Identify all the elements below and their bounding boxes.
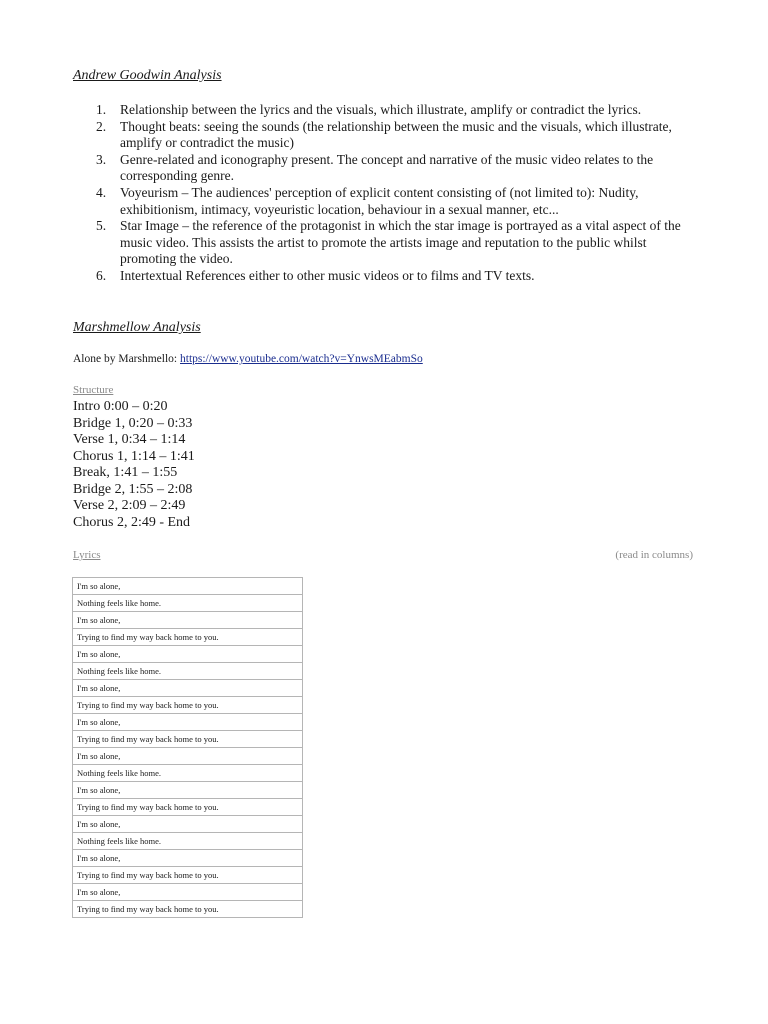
lyrics-cell: I'm so alone, bbox=[73, 782, 303, 799]
lyrics-cell: Nothing feels like home. bbox=[73, 595, 303, 612]
lyrics-row bbox=[73, 782, 303, 799]
lyrics-row bbox=[73, 680, 303, 697]
lyrics-row bbox=[73, 901, 303, 918]
criteria-item bbox=[96, 268, 700, 285]
lyrics-row bbox=[73, 765, 303, 782]
lyrics-row bbox=[73, 697, 303, 714]
criteria-item bbox=[96, 218, 700, 268]
lyrics-cell: I'm so alone, bbox=[73, 884, 303, 901]
criteria-text: Thought beats: seeing the sounds (the relationship between the music and the visuals, which illustrate, amplify or contradict the music) bbox=[120, 118, 672, 151]
lyrics-cell: Nothing feels like home. bbox=[73, 833, 303, 850]
lyrics-row bbox=[73, 714, 303, 731]
criteria-number: 5. bbox=[96, 218, 107, 234]
criteria-text: Relationship between the lyrics and the visuals, which illustrate, amplify or contradict the lyrics. bbox=[120, 102, 642, 117]
song-source-label: Alone by Marshmello: bbox=[73, 353, 180, 365]
criteria-item bbox=[96, 102, 700, 119]
lyrics-row bbox=[73, 646, 303, 663]
lyrics-cell: I'm so alone, bbox=[73, 680, 303, 697]
youtube-link[interactable]: https://www.youtube.com/watch?v=YnwsMEabmSo bbox=[180, 353, 423, 365]
structure-item: Chorus 1, 1:14 – 1:41 bbox=[73, 448, 195, 464]
goodwin-analysis-title: Andrew Goodwin Analysis bbox=[73, 68, 222, 83]
lyrics-cell: Trying to find my way back home to you. bbox=[73, 629, 303, 646]
lyrics-cell: I'm so alone, bbox=[73, 850, 303, 867]
lyrics-cell: I'm so alone, bbox=[73, 816, 303, 833]
structure-item: Chorus 2, 2:49 - End bbox=[73, 514, 191, 530]
lyrics-row bbox=[73, 850, 303, 867]
lyrics-row bbox=[73, 629, 303, 646]
lyrics-cell: Trying to find my way back home to you. bbox=[73, 867, 303, 884]
criteria-number: 2. bbox=[96, 118, 107, 134]
lyrics-cell: I'm so alone, bbox=[73, 714, 303, 731]
criteria-number: 1. bbox=[96, 102, 107, 117]
song-source-line bbox=[73, 353, 423, 365]
lyrics-cell: Nothing feels like home. bbox=[73, 765, 303, 782]
structure-item: Bridge 1, 0:20 – 0:33 bbox=[73, 415, 193, 431]
lyrics-row bbox=[73, 663, 303, 680]
criteria-item bbox=[96, 119, 700, 152]
lyrics-row bbox=[73, 884, 303, 901]
lyrics-row bbox=[73, 833, 303, 850]
lyrics-cell: I'm so alone, bbox=[73, 646, 303, 663]
lyrics-row bbox=[73, 612, 303, 629]
read-in-columns-note: (read in columns) bbox=[615, 549, 693, 561]
structure-item: Verse 2, 2:09 – 2:49 bbox=[73, 498, 186, 513]
criteria-text: Star Image – the reference of the protagonist in which the star image is portrayed as a vital aspect of the music video. This assists the artist to promote the artists image and reputation to the public whilst promoting the video. bbox=[120, 218, 681, 267]
lyrics-label: Lyrics bbox=[73, 549, 101, 561]
goodwin-criteria-list bbox=[96, 102, 700, 285]
structure-item: Bridge 2, 1:55 – 2:08 bbox=[73, 481, 193, 497]
lyrics-row bbox=[73, 595, 303, 612]
criteria-number: 6. bbox=[96, 267, 107, 283]
lyrics-row bbox=[73, 867, 303, 884]
criteria-number: 4. bbox=[96, 184, 107, 200]
criteria-number: 3. bbox=[96, 151, 107, 167]
structure-list bbox=[73, 399, 195, 531]
lyrics-table bbox=[72, 577, 303, 918]
lyrics-row bbox=[73, 748, 303, 765]
criteria-text: Voyeurism – The audiences' perception of explicit content consisting of (not limited to): Nudity, exhibitionism, intimacy, voyeuristic location, behaviour in a sexual manner, etc... bbox=[120, 184, 639, 217]
criteria-item bbox=[96, 185, 700, 218]
structure-label: Structure bbox=[73, 384, 114, 396]
lyrics-row bbox=[73, 731, 303, 748]
lyrics-cell: I'm so alone, bbox=[73, 612, 303, 629]
structure-item: Break, 1:41 – 1:55 bbox=[73, 465, 178, 480]
lyrics-cell: I'm so alone, bbox=[73, 578, 303, 595]
lyrics-row bbox=[73, 799, 303, 816]
lyrics-cell: Trying to find my way back home to you. bbox=[73, 901, 303, 918]
lyrics-cell: Trying to find my way back home to you. bbox=[73, 697, 303, 714]
structure-item: Verse 1, 0:34 – 1:14 bbox=[73, 432, 186, 447]
lyrics-row bbox=[73, 816, 303, 833]
lyrics-row bbox=[73, 578, 303, 595]
criteria-text: Intertextual References either to other music videos or to films and TV texts. bbox=[120, 267, 535, 283]
criteria-item bbox=[96, 152, 700, 185]
criteria-text: Genre-related and iconography present. The concept and narrative of the music video relates to the corresponding genre. bbox=[120, 151, 654, 184]
structure-item: Intro 0:00 – 0:20 bbox=[73, 399, 168, 414]
lyrics-cell: I'm so alone, bbox=[73, 748, 303, 765]
lyrics-cell: Nothing feels like home. bbox=[73, 663, 303, 680]
lyrics-cell: Trying to find my way back home to you. bbox=[73, 731, 303, 748]
lyrics-cell: Trying to find my way back home to you. bbox=[73, 799, 303, 816]
marshmellow-analysis-title: Marshmellow Analysis bbox=[73, 320, 201, 335]
